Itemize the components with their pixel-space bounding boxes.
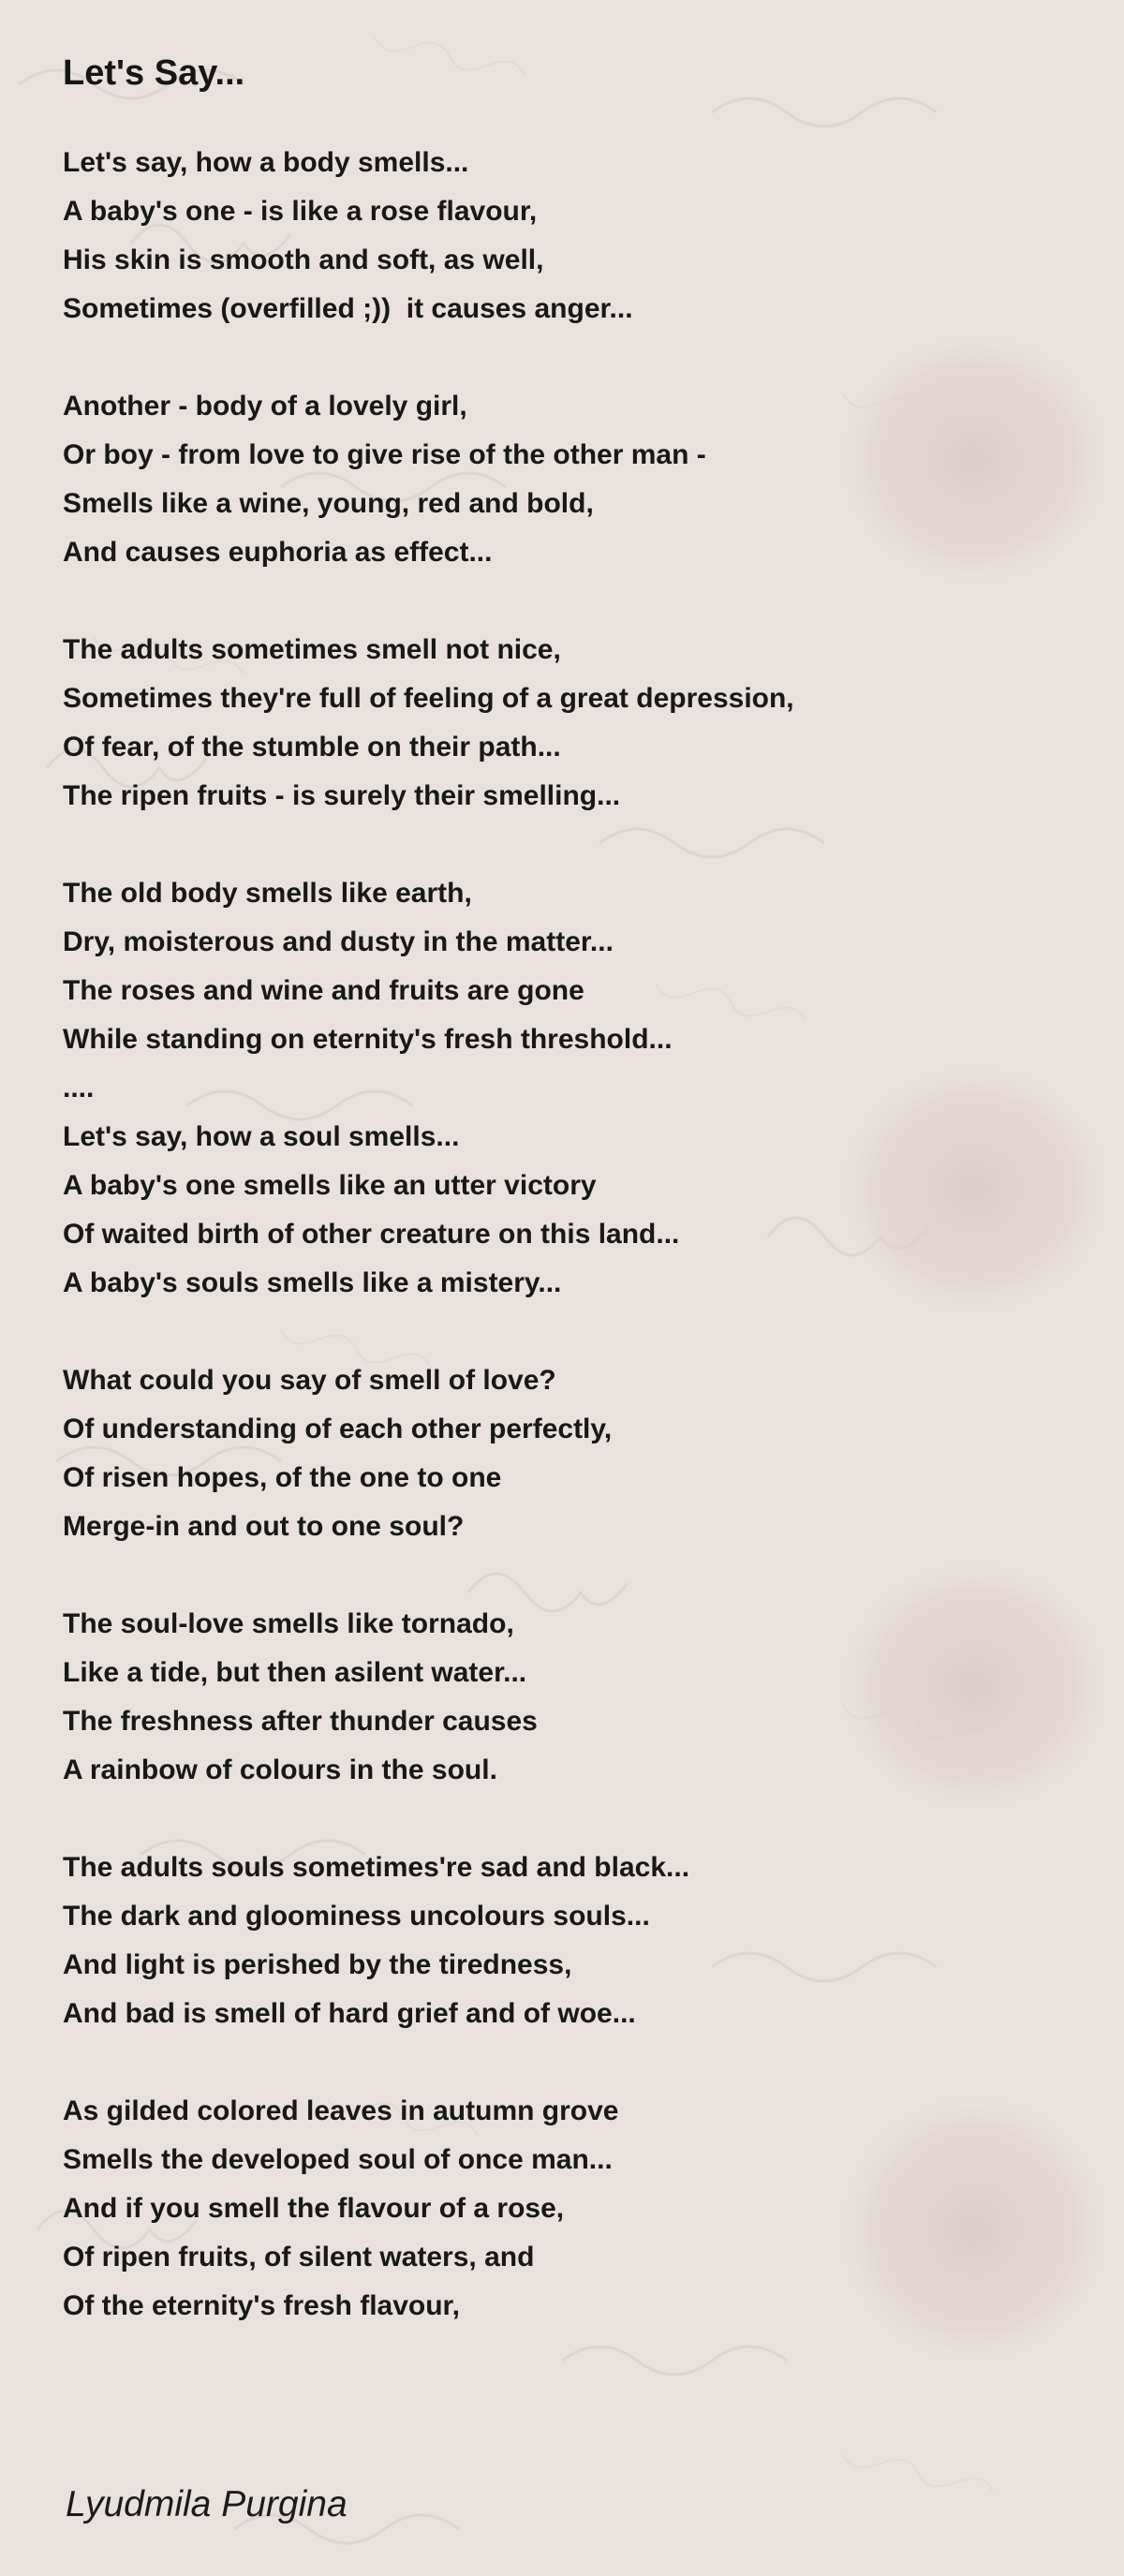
- poem-line: The freshness after thunder causes: [63, 1706, 538, 1737]
- poem-line: A baby's souls smells like a mistery...: [63, 1267, 562, 1298]
- poem-line: The roses and wine and fruits are gone: [63, 975, 584, 1006]
- poem-line: Of fear, of the stumble on their path...: [63, 732, 561, 762]
- poem-stanza: [63, 1843, 1074, 2038]
- poem-line: Of the eternity's fresh flavour,: [63, 2290, 460, 2321]
- poem-stanza: [63, 626, 1074, 821]
- poem-line: As gilded colored leaves in autumn grove: [63, 2095, 619, 2126]
- poem-line: The ripen fruits - is surely their smelling...: [63, 780, 621, 811]
- poem-line: Let's say, how a soul smells...: [63, 1121, 460, 1152]
- poem-line: Smells like a wine, young, red and bold,: [63, 488, 594, 519]
- poem-line: His skin is smooth and soft, as well,: [63, 244, 544, 275]
- poem-line: Let's say, how a body smells...: [63, 147, 469, 178]
- poem-line: The adults souls sometimes're sad and black...: [63, 1852, 690, 1883]
- poem-stanza: [63, 382, 1074, 577]
- poem-line: While standing on eternity's fresh threshold...: [63, 1024, 673, 1055]
- poem-line: Of risen hopes, of the one to one: [63, 1462, 502, 1493]
- poem-line: The old body smells like earth,: [63, 878, 472, 909]
- poem-title: Let's Say...: [63, 53, 245, 93]
- poem-stanza: [63, 2087, 1074, 2331]
- poem-line: The adults sometimes smell not nice,: [63, 634, 561, 665]
- poem-line: The dark and gloominess uncolours souls...: [63, 1901, 650, 1932]
- poem-line: Like a tide, but then asilent water...: [63, 1657, 527, 1688]
- poem-line: Sometimes (overfilled ;)) it causes anger...: [63, 293, 633, 324]
- poem-line: What could you say of smell of love?: [63, 1365, 556, 1396]
- poem-line: And if you smell the flavour of a rose,: [63, 2193, 565, 2224]
- poem-line: Or boy - from love to give rise of the other man -: [63, 439, 706, 470]
- poem-line: A baby's one smells like an utter victory: [63, 1170, 597, 1201]
- poem-stanza: [63, 1356, 1074, 1551]
- poem-author: Lyudmila Purgina: [66, 2484, 348, 2524]
- poem-line: Another - body of a lovely girl,: [63, 391, 467, 422]
- poem-line: A baby's one - is like a rose flavour,: [63, 196, 538, 227]
- poem-line: ....: [63, 1073, 95, 1103]
- poem-line: And bad is smell of hard grief and of woe...: [63, 1998, 636, 2029]
- poem-line: Sometimes they're full of feeling of a great depression,: [63, 683, 794, 714]
- poem-body: [63, 139, 1074, 2379]
- poem-stanza: [63, 139, 1074, 333]
- poem-stanza: [63, 869, 1074, 1308]
- poem-line: Of waited birth of other creature on this land...: [63, 1219, 680, 1250]
- poem-line: A rainbow of colours in the soul.: [63, 1754, 497, 1785]
- poem-line: And causes euphoria as effect...: [63, 537, 493, 568]
- poem-line: Dry, moisterous and dusty in the matter...: [63, 926, 614, 957]
- poem-line: Of understanding of each other perfectly,: [63, 1414, 613, 1444]
- poem-line: The soul-love smells like tornado,: [63, 1608, 514, 1639]
- poem-line: Smells the developed soul of once man...: [63, 2144, 613, 2175]
- poem-line: Merge-in and out to one soul?: [63, 1511, 465, 1542]
- poem-line: And light is perished by the tiredness,: [63, 1949, 572, 1980]
- poem-stanza: [63, 1600, 1074, 1795]
- poem-line: Of ripen fruits, of silent waters, and: [63, 2242, 535, 2273]
